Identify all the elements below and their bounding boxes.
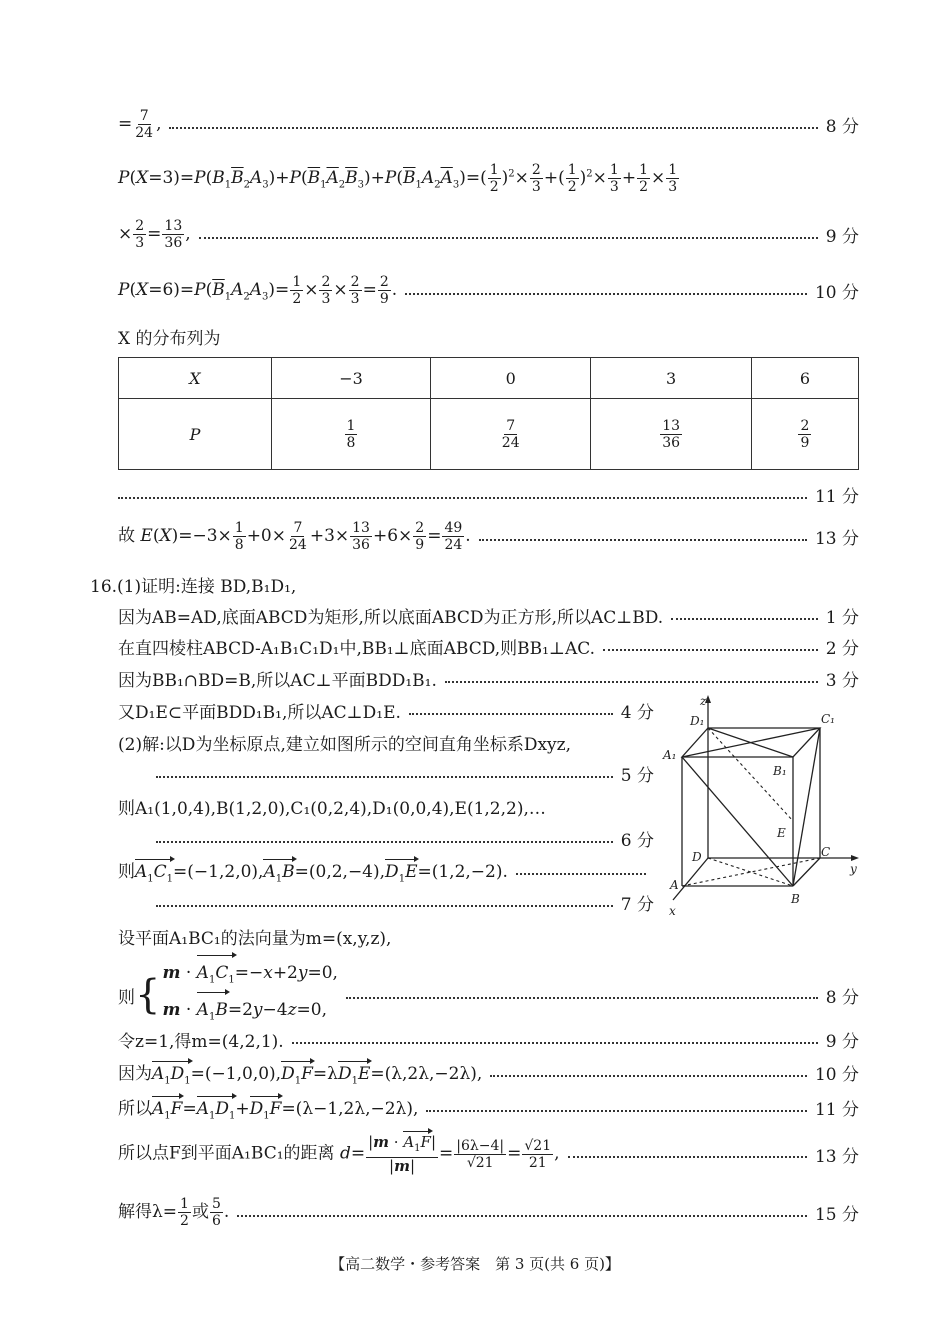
label-d: D [692,850,702,864]
line-24: 解得λ= $\frac{1}{2}$ 或 $\frac{5}{6}$ . 15 分 [118,1196,859,1229]
line-3: × $\frac{2}{3}$ = $\frac{13}{36}$ , 9 分 [118,218,859,251]
line-11: 因为BB₁∩BD=B,所以AC⊥平面BDD₁B₁. 3 分 [118,671,859,691]
table-cell: $\frac{13}{36}$ [591,399,751,470]
line-14: 5 分 [118,761,654,786]
line-17: 则$A_1C_1=(-1,2,0),A_1B=(0,2,-4),D_1E=(1,2,-2)$. [118,857,654,884]
label-a: A [670,878,679,892]
line-19: 则 { $m \cdot A_1C_1=-x+2y=0$, $m \cdot A_1B=2y-4z=0$, 8 分 [118,958,859,1033]
line-22: 所以$A_1F=A_1D_1+D_1F=(\lambda-1,2\lambda,-2\lambda)$, 11 分 [118,1099,859,1122]
line-1: = $\frac{7}{24}$ , 8 分 [118,108,859,141]
line-18: 设平面A₁BC₁的法向量为m=(x,y,z), [118,929,392,949]
line-16: 6 分 [118,826,654,851]
label-z: z [700,694,707,708]
line-2 [118,162,859,195]
table-header-cell: 6 [751,358,858,399]
line-7: 故 E(X)=−3× $\frac{1}{8}$ +0× $\frac{7}{24}$ +3× $\frac{13}{36}$ +6× $\frac{2}{9}$ = $\frac{49}{24}$ . 13 分 [118,520,859,553]
label-b1: B₁ [773,764,787,778]
page-footer: 【高二数学・参考答案 第 3 页(共 6 页)】 [330,1255,620,1273]
line-12: 又D₁E⊂平面BDD₁B₁,所以AC⊥D₁E. 4 分 [118,703,654,723]
label-y: y [850,862,857,876]
line-4: $P(X=6)=P(\overline{B}_1A_2A_3)=$ $\frac{1}{2}$ × $\frac{2}{3}$ × $\frac{2}{3}$ = $\frac{2}{9}$ . 10 分 [118,274,859,307]
table-cell: $\frac{2}{9}$ [751,399,858,470]
line-23: 所以点F到平面A₁BC₁的距离 d= $\frac{|m \cdot A_1F|}{|m|}$ = $\frac{|6\lambda-4|}{√21}$ = $\frac{√21}{21}$ , 13 分 [118,1133,859,1175]
table-cell: $\frac{7}{24}$ [431,399,591,470]
label-b: B [791,892,800,906]
table-header-x: X [119,358,272,399]
line-15: 则A₁(1,0,4),B(1,2,0),C₁(0,2,4),D₁(0,0,4),E(1,2,2),… [118,799,546,819]
line-17b: 7 分 [118,890,654,915]
table-row-label-p: P [119,399,272,470]
table-header-cell: 0 [431,358,591,399]
px3-formula: $P(X=3)=P(B_1\overline{B}_2A_3)+P(\overline{B}_1\overline{A}_2\overline{B}_3)+P(\overline{B}_1A_2\overline{A}_3)=$( $\frac{1}{2}$ )$^2$× $\frac{2}{3}$ +( $\frac{1}{2}$ )$^2$× $\frac{1}{3}$ + $\frac{1}{2}$ × $\frac{1}{3}$ [118,162,678,195]
line-10: 在直四棱柱ABCD-A₁B₁C₁D₁中,BB₁⊥底面ABCD,则BB₁⊥AC. 2 分 [118,639,859,659]
label-x: x [669,904,676,918]
line-21: 因为$A_1D_1=(-1,0,0),D_1F=\lambda D_1E=(\lambda,2\lambda,-2\lambda)$, 10 分 [118,1064,859,1087]
label-e: E [777,826,786,840]
distribution-table [118,357,859,470]
label-d1: D₁ [690,714,705,728]
line-13: (2)解:以D为坐标原点,建立如图所示的空间直角坐标系Dxyz, [118,735,572,755]
table-header-cell: −3 [272,358,431,399]
table-header-cell: 3 [591,358,751,399]
line-5: X 的分布列为 [118,329,221,349]
line-20: 令z=1,得m=(4,2,1). 9 分 [118,1032,859,1052]
table-cell: $\frac{1}{8}$ [272,399,431,470]
label-a1: A₁ [663,748,677,762]
line-8: 16.(1)证明:连接 BD,B₁D₁, [90,577,297,597]
line-9: 因为AB=AD,底面ABCD为矩形,所以底面ABCD为正方形,所以AC⊥BD. 1 分 [118,608,859,628]
label-c1: C₁ [821,712,835,726]
label-c: C [821,845,831,859]
prism-diagram [655,693,870,918]
line-6: 11 分 [118,482,859,507]
